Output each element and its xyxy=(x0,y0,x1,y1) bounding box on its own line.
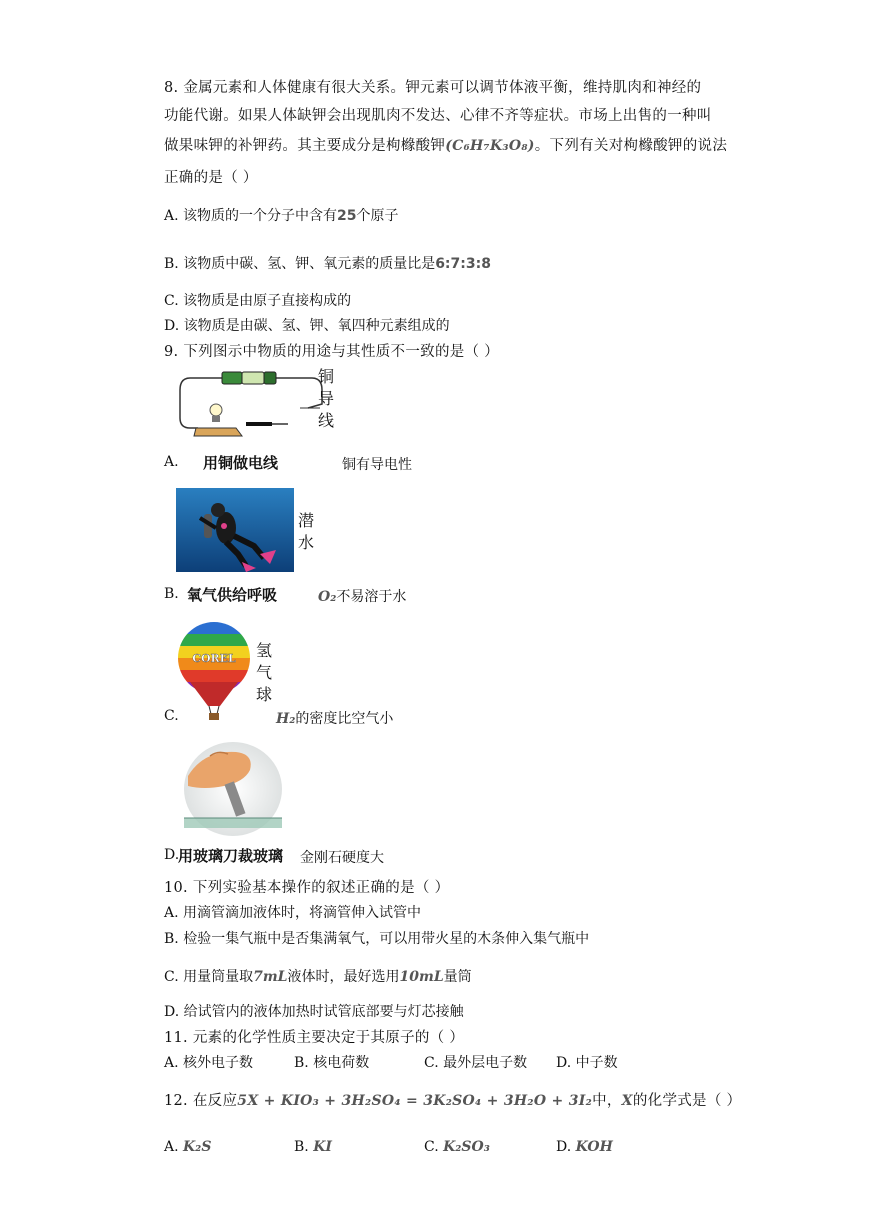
q8-option-a[interactable] xyxy=(164,205,399,225)
q8-line3-text: 做果味钾的补钾药。其主要成分是枸橼酸钾 xyxy=(164,138,446,154)
q12-option-a-formula: K₂S xyxy=(183,1139,212,1155)
hydrogen-balloon-image xyxy=(176,622,252,722)
q10-option-c-volume1: 7mL xyxy=(253,969,288,985)
q9-c-property: 的密度比空气小 xyxy=(295,711,394,727)
q10-option-a[interactable]: A. 用滴管滴加液体时，将滴管伸入试管中 xyxy=(164,905,422,921)
q9-b-caption: 氧气供给呼吸 xyxy=(187,586,278,604)
balloon-brand-text: COREL xyxy=(192,652,236,665)
q8-formula: (C₆H₇K₃O₈) xyxy=(445,138,535,154)
q9-d-property: 金刚石硬度大 xyxy=(300,850,384,866)
q8-line4: 正确的是（ ） xyxy=(164,170,258,186)
q8-option-a-number: 25 xyxy=(337,208,357,224)
q12-option-d[interactable] xyxy=(556,1139,613,1155)
q12-option-b-letter: B. xyxy=(294,1139,309,1155)
q12-option-a-letter: A. xyxy=(164,1139,179,1155)
q9-b-property: 不易溶于水 xyxy=(336,589,407,605)
q9-b-property-line xyxy=(318,586,406,606)
q8-option-b-text: B. 该物质中碳、氢、钾、氧元素的质量比是 xyxy=(164,256,436,272)
q9-a-image-label: 铜 导 线 xyxy=(318,367,335,430)
q11-stem: 11. 元素的化学性质主要决定于其原子的（ ） xyxy=(164,1030,465,1046)
q12-stem xyxy=(164,1089,741,1110)
q12-equation: 5X + KIO₃ + 3H₂SO₄ = 3K₂SO₄ + 3H₂O + 3I₂ xyxy=(237,1093,593,1109)
diver-image xyxy=(176,488,294,572)
q9-c-image-label: 氢 气 球 xyxy=(256,641,273,704)
q12-option-b[interactable] xyxy=(294,1139,332,1155)
q12-option-c-letter: C. xyxy=(424,1139,439,1155)
q12-stem-mid: 中， xyxy=(592,1093,622,1109)
q11-option-b[interactable]: B. 核电荷数 xyxy=(294,1055,370,1071)
q12-option-c[interactable] xyxy=(424,1139,490,1155)
q8-option-b-ratio: 6:7:3:8 xyxy=(435,256,491,272)
q9-b-formula: O₂ xyxy=(318,589,337,605)
q10-option-b[interactable]: B. 检验一集气瓶中是否集满氧气，可以用带火星的木条伸入集气瓶中 xyxy=(164,931,590,947)
q10-option-c-tail: 量筒 xyxy=(443,969,472,985)
q9-b-image-label: 潜 水 xyxy=(298,511,315,552)
q9-c-property-line xyxy=(276,708,393,728)
q9-a-caption: 用铜做电线 xyxy=(203,454,279,472)
q12-stem-text: 12. 在反应 xyxy=(164,1093,238,1109)
q12-variable: X xyxy=(621,1093,633,1109)
q11-option-d[interactable]: D. 中子数 xyxy=(556,1055,618,1071)
q8-option-d[interactable]: D. 该物质是由碳、氢、钾、氧四种元素组成的 xyxy=(164,318,450,334)
q9-b-letter[interactable]: B. xyxy=(164,586,179,602)
q9-stem: 9. 下列图示中物质的用途与其性质不一致的是（ ） xyxy=(164,344,500,360)
q12-stem-tail: 的化学式是（ ） xyxy=(632,1093,742,1109)
q9-c-letter[interactable]: C. xyxy=(164,708,179,724)
q12-option-c-formula: K₂SO₃ xyxy=(443,1139,490,1155)
q8-line3-tail: 。下列有关对枸橼酸钾的说法 xyxy=(534,138,728,154)
q10-option-c-mid: 液体时，最好选用 xyxy=(287,969,400,985)
q9-a-letter[interactable]: A. xyxy=(164,454,179,470)
q9-d-caption: 用玻璃刀裁玻璃 xyxy=(178,847,284,865)
q10-option-c[interactable] xyxy=(164,966,472,986)
q11-option-a[interactable]: A. 核外电子数 xyxy=(164,1055,254,1071)
q9-a-property: 铜有导电性 xyxy=(342,457,412,473)
q8-option-b[interactable] xyxy=(164,253,491,273)
q9-c-formula: H₂ xyxy=(276,711,296,727)
q10-option-c-text: C. 用量筒量取 xyxy=(164,969,254,985)
q12-option-b-formula: KI xyxy=(313,1139,332,1155)
q8-option-a-text: A. 该物质的一个分子中含有 xyxy=(164,208,338,224)
q10-stem: 10. 下列实验基本操作的叙述正确的是（ ） xyxy=(164,880,450,896)
q12-option-d-formula: KOH xyxy=(575,1139,613,1155)
q11-option-c[interactable]: C. 最外层电子数 xyxy=(424,1055,528,1071)
q8-line3 xyxy=(164,134,727,155)
q12-option-d-letter: D. xyxy=(556,1139,572,1155)
q8-option-c[interactable]: C. 该物质是由原子直接构成的 xyxy=(164,293,352,309)
q10-option-d[interactable]: D. 给试管内的液体加热时试管底部要与灯芯接触 xyxy=(164,1004,464,1020)
q8-option-a-tail: 个原子 xyxy=(356,208,399,224)
q8-line2: 功能代谢。如果人体缺钾会出现肌肉不发达、心律不齐等症状。市场上出售的一种叫 xyxy=(164,108,712,124)
q9-d-letter[interactable]: D. xyxy=(164,847,180,863)
glass-cutter-image xyxy=(184,742,282,836)
q8-line1: 8. 金属元素和人体健康有很大关系。钾元素可以调节体液平衡，维持肌肉和神经的 xyxy=(164,80,702,96)
q10-option-c-volume2: 10mL xyxy=(399,969,444,985)
q12-option-a[interactable] xyxy=(164,1139,211,1155)
